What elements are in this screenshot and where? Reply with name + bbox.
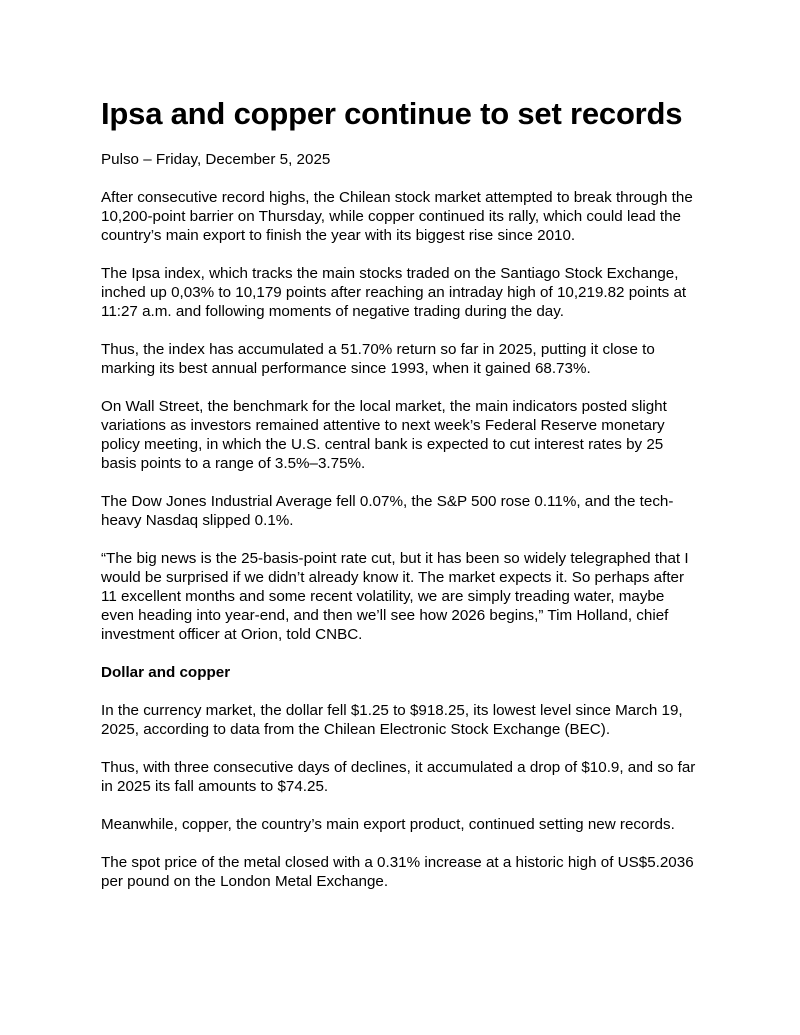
section-heading: Dollar and copper — [101, 664, 231, 681]
article-title: Ipsa and copper continue to set records — [101, 96, 683, 131]
article-paragraph: Meanwhile, copper, the country’s main export product, continued setting new records. — [101, 816, 675, 833]
article-paragraph: After consecutive record highs, the Chilean stock market attempted to break through the 10,200-point barrier on Thursday, while copper continued its rally, which could lead the country’s main export to finish the year with its biggest rise since 2010. — [101, 189, 693, 244]
article-paragraph: The Dow Jones Industrial Average fell 0.07%, the S&P 500 rose 0.11%, and the tech-heavy Nasdaq slipped 0.1%. — [101, 493, 674, 529]
article-paragraph: The spot price of the metal closed with a 0.31% increase at a historic high of US$5.2036 per pound on the London Metal Exchange. — [101, 854, 694, 890]
article-paragraph: The Ipsa index, which tracks the main stocks traded on the Santiago Stock Exchange, inched up 0,03% to 10,179 points after reaching an intraday high of 10,219.82 points at 11:27 a.m. and following moments of negative trading during the day. — [101, 265, 687, 320]
article-paragraph: Thus, the index has accumulated a 51.70% return so far in 2025, putting it close to marking its best annual performance since 1993, when it gained 68.73%. — [101, 341, 655, 377]
article — [101, 96, 701, 891]
article-quote-paragraph: “The big news is the 25-basis-point rate cut, but it has been so widely telegraphed that I would be surprised if we didn’t already know it. The market expects it. So perhaps after 11 excellent months and some recent volatility, we are simply treading water, maybe even heading into year-end, and then we’ll see how 2026 begins,” Tim Holland, chief investment officer at Orion, told CNBC. — [101, 550, 689, 643]
article-paragraph: In the currency market, the dollar fell $1.25 to $918.25, its lowest level since March 19, 2025, according to data from the Chilean Electronic Stock Exchange (BEC). — [101, 702, 683, 738]
article-byline: Pulso – Friday, December 5, 2025 — [101, 151, 331, 168]
article-paragraph: Thus, with three consecutive days of declines, it accumulated a drop of $10.9, and so far in 2025 its fall amounts to $74.25. — [101, 759, 696, 795]
article-paragraph: On Wall Street, the benchmark for the local market, the main indicators posted slight variations as investors remained attentive to next week’s Federal Reserve monetary policy meeting, in which the U.S. central bank is expected to cut interest rates by 25 basis points to a range of 3.5%–3.75%. — [101, 398, 667, 472]
